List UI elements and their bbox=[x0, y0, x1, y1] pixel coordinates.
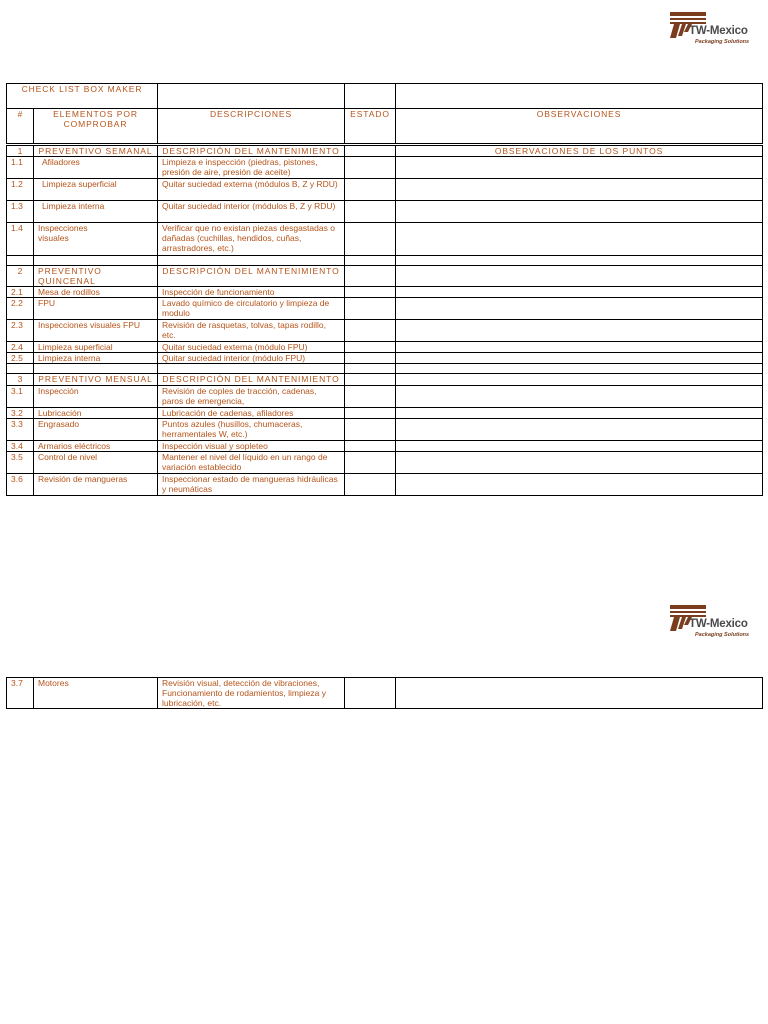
item-element: Limpieza interna bbox=[34, 353, 158, 364]
header-num: # bbox=[7, 109, 34, 145]
item-element: Mesa de rodillos bbox=[34, 287, 158, 298]
section-row bbox=[7, 266, 763, 287]
tw-mexico-logo bbox=[668, 10, 756, 50]
item-state-cell[interactable] bbox=[345, 201, 396, 223]
logo-tagline: Packaging Solutions bbox=[695, 39, 750, 45]
item-description: Revisión de coples de tracción, cadenas, paros de emergencia, bbox=[158, 386, 345, 408]
item-description: Inspección de funcionamiento bbox=[158, 287, 345, 298]
table-row bbox=[7, 223, 763, 256]
item-num: 2.4 bbox=[7, 342, 34, 353]
item-observation-cell[interactable] bbox=[396, 441, 763, 452]
item-num: 3.6 bbox=[7, 474, 34, 496]
item-element: Limpieza superficial bbox=[34, 342, 158, 353]
header-elements: ELEMENTOS POR COMPROBAR bbox=[34, 109, 158, 145]
item-element: Inspecciones visuales bbox=[34, 223, 158, 256]
section-title: PREVENTIVO QUINCENAL bbox=[34, 266, 158, 287]
header-descriptions: DESCRIPCIONES bbox=[158, 109, 345, 145]
item-element: Lubricación bbox=[34, 408, 158, 419]
item-state-cell[interactable] bbox=[345, 353, 396, 364]
item-observation-cell[interactable] bbox=[396, 342, 763, 353]
item-state-cell[interactable] bbox=[345, 298, 396, 320]
item-state-cell[interactable] bbox=[345, 386, 396, 408]
table-row bbox=[7, 678, 763, 709]
item-num: 3.7 bbox=[7, 678, 34, 709]
header-observations: OBSERVACIONES bbox=[396, 109, 763, 145]
item-state-cell[interactable] bbox=[345, 157, 396, 179]
logo-tagline: Packaging Solutions bbox=[695, 632, 750, 638]
table-row bbox=[7, 408, 763, 419]
table-row bbox=[7, 201, 763, 223]
item-num: 1.2 bbox=[7, 179, 34, 201]
item-observation-cell[interactable] bbox=[396, 678, 763, 709]
table-row bbox=[7, 441, 763, 452]
item-description: Lubricación de cadenas, afiladores bbox=[158, 408, 345, 419]
item-observation-cell[interactable] bbox=[396, 223, 763, 256]
table-row bbox=[7, 419, 763, 441]
item-state-cell[interactable] bbox=[345, 320, 396, 342]
item-observation-cell[interactable] bbox=[396, 157, 763, 179]
item-state-cell[interactable] bbox=[345, 287, 396, 298]
item-observation-cell[interactable] bbox=[396, 452, 763, 474]
item-description: Lavado químico de circulatorio y limpieza de modulo bbox=[158, 298, 345, 320]
table-row bbox=[7, 157, 763, 179]
item-state-cell[interactable] bbox=[345, 678, 396, 709]
item-num: 2.1 bbox=[7, 287, 34, 298]
table-row bbox=[7, 353, 763, 364]
item-observation-cell[interactable] bbox=[396, 201, 763, 223]
item-state-cell[interactable] bbox=[345, 342, 396, 353]
item-element: Motores bbox=[34, 678, 158, 709]
section-title: PREVENTIVO SEMANAL bbox=[34, 145, 158, 157]
item-observation-cell[interactable] bbox=[396, 298, 763, 320]
item-description: Inspección visual y sopleteo bbox=[158, 441, 345, 452]
item-observation-cell[interactable] bbox=[396, 386, 763, 408]
item-element: FPU bbox=[34, 298, 158, 320]
checklist-table bbox=[6, 83, 763, 496]
item-num: 3.4 bbox=[7, 441, 34, 452]
tw-mexico-logo bbox=[668, 603, 756, 643]
table-row bbox=[7, 342, 763, 353]
item-state-cell[interactable] bbox=[345, 408, 396, 419]
section-desc-title: DESCRIPCIÓN DEL MANTENIMIENTO bbox=[158, 145, 345, 157]
item-state-cell[interactable] bbox=[345, 179, 396, 201]
checklist-table-continued bbox=[6, 677, 763, 709]
section-num: 3 bbox=[7, 374, 34, 386]
checklist-title: CHECK LIST BOX MAKER bbox=[7, 84, 158, 109]
item-observation-cell[interactable] bbox=[396, 353, 763, 364]
item-element: Inspección bbox=[34, 386, 158, 408]
section-row bbox=[7, 145, 763, 157]
item-num: 2.5 bbox=[7, 353, 34, 364]
item-element: Limpieza interna bbox=[34, 201, 158, 223]
item-state-cell[interactable] bbox=[345, 452, 396, 474]
section-num: 1 bbox=[7, 145, 34, 157]
section-title: PREVENTIVO MENSUAL bbox=[34, 374, 158, 386]
item-num: 3.2 bbox=[7, 408, 34, 419]
logo-name: TW-Mexico bbox=[689, 25, 748, 37]
item-state-cell[interactable] bbox=[345, 419, 396, 441]
item-element: Inspecciones visuales FPU bbox=[34, 320, 158, 342]
item-observation-cell[interactable] bbox=[396, 179, 763, 201]
table-row bbox=[7, 386, 763, 408]
item-observation-cell[interactable] bbox=[396, 320, 763, 342]
section-num: 2 bbox=[7, 266, 34, 287]
item-observation-cell[interactable] bbox=[396, 474, 763, 496]
item-description: Puntos azules (husillos, chumaceras, herramentales W, etc.) bbox=[158, 419, 345, 441]
item-num: 1.3 bbox=[7, 201, 34, 223]
spacer-row bbox=[7, 364, 763, 374]
item-element: Armarios eléctricos bbox=[34, 441, 158, 452]
item-num: 3.3 bbox=[7, 419, 34, 441]
item-description: Inspeccionar estado de mangueras hidráulicas y neumáticas bbox=[158, 474, 345, 496]
item-state-cell[interactable] bbox=[345, 223, 396, 256]
item-observation-cell[interactable] bbox=[396, 419, 763, 441]
item-description: Revisión de rasquetas, tolvas, tapas rodillo, etc. bbox=[158, 320, 345, 342]
table-row bbox=[7, 452, 763, 474]
item-description: Quitar suciedad externa (módulo FPU) bbox=[158, 342, 345, 353]
item-num: 3.1 bbox=[7, 386, 34, 408]
section-obs-title: OBSERVACIONES DE LOS PUNTOS bbox=[396, 145, 763, 157]
item-element: Limpieza superficial bbox=[34, 179, 158, 201]
item-num: 1.4 bbox=[7, 223, 34, 256]
item-num: 2.2 bbox=[7, 298, 34, 320]
item-description: Verificar que no existan piezas desgastadas o dañadas (cuchillas, hendidos, cuñas, arrastradores, etc.) bbox=[158, 223, 345, 256]
table-row bbox=[7, 474, 763, 496]
item-observation-cell[interactable] bbox=[396, 408, 763, 419]
item-description: Quitar suciedad interior (módulos B, Z y RDU) bbox=[158, 201, 345, 223]
section-row bbox=[7, 374, 763, 386]
item-description: Quitar suciedad interior (módulo FPU) bbox=[158, 353, 345, 364]
item-num: 3.5 bbox=[7, 452, 34, 474]
item-element: Control de nivel bbox=[34, 452, 158, 474]
item-description: Limpieza e inspección (piedras, pistones, presión de aire, presión de aceite) bbox=[158, 157, 345, 179]
header-state: ESTADO bbox=[345, 109, 396, 145]
table-row bbox=[7, 298, 763, 320]
item-observation-cell[interactable] bbox=[396, 287, 763, 298]
item-num: 2.3 bbox=[7, 320, 34, 342]
item-num: 1.1 bbox=[7, 157, 34, 179]
item-description: Revisión visual, detección de vibraciones, Funcionamiento de rodamientos, limpieza y lubricación, etc. bbox=[158, 678, 345, 709]
table-row bbox=[7, 179, 763, 201]
section-desc-title: DESCRIPCIÓN DEL MANTENIMIENTO bbox=[158, 266, 345, 287]
item-state-cell[interactable] bbox=[345, 474, 396, 496]
logo-name: TW-Mexico bbox=[689, 618, 748, 630]
item-element: Afiladores bbox=[34, 157, 158, 179]
item-description: Mantener el nivel del líquido en un rango de variación establecido bbox=[158, 452, 345, 474]
section-desc-title: DESCRIPCIÓN DEL MANTENIMIENTO bbox=[158, 374, 345, 386]
item-state-cell[interactable] bbox=[345, 441, 396, 452]
item-element: Revisión de mangueras bbox=[34, 474, 158, 496]
spacer-row bbox=[7, 256, 763, 266]
table-row bbox=[7, 287, 763, 298]
item-description: Quitar suciedad externa (módulos B, Z y RDU) bbox=[158, 179, 345, 201]
item-element: Engrasado bbox=[34, 419, 158, 441]
table-row bbox=[7, 320, 763, 342]
